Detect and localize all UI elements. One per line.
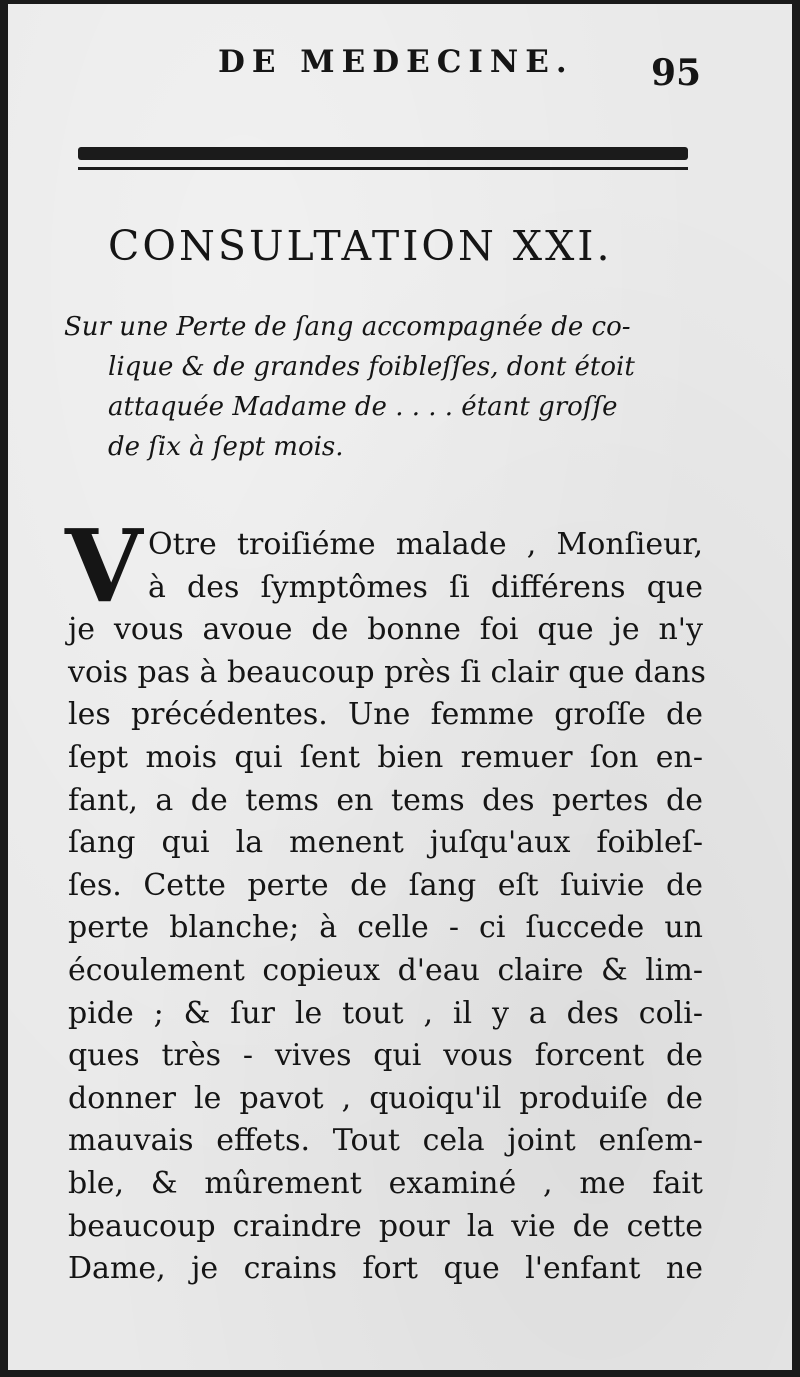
body-text [65, 507, 706, 1291]
body-line: écoulement copieux d'eau claire & lim- [68, 952, 703, 988]
body-line: à des ſymptômes ſi différens que [148, 569, 703, 605]
rule-thin-line [78, 167, 688, 170]
body-line: je vous avoue de bonne foi que je n'y [68, 612, 703, 648]
body-line: donner le pavot , quoiqu'il produiſe de [68, 1080, 703, 1116]
body-line: les précédentes. Une femme groſſe de [68, 697, 703, 733]
book-page [8, 4, 792, 1370]
subtitle-line: lique & de grandes foibleſſes, dont étoit [108, 352, 635, 382]
ornamental-double-rule [78, 147, 688, 175]
body-line: ſept mois qui ſent bien remuer ſon en- [68, 739, 703, 775]
subtitle-line: attaquée Madame de . . . . étant groſſe [108, 392, 618, 422]
body-line: beaucoup craindre pour la vie de cette [68, 1208, 703, 1244]
page-number: 95 [651, 52, 702, 94]
body-line: ſes. Cette perte de ſang eſt ſuivie de [68, 867, 703, 903]
body-line: fant, a de tems en tems des pertes de [68, 782, 703, 818]
subtitle-line: de ſix à ſept mois. [108, 432, 344, 462]
body-line: ble, & mûrement examiné , me fait [68, 1165, 703, 1201]
body-line: perte blanche; à celle - ci ſuccede un [68, 910, 703, 946]
chapter-subtitle [64, 307, 704, 467]
body-line: Dame, je crains fort que l'enfant ne [68, 1251, 703, 1287]
chapter-title: CONSULTATION XXI. [108, 222, 613, 270]
body-line: ſang qui la menent juſqu'aux foibleſ- [68, 825, 703, 861]
body-line: ques très - vives qui vous forcent de [68, 1038, 703, 1074]
running-head: DE MEDECINE. [218, 44, 574, 80]
rule-thick-line [78, 147, 688, 160]
drop-cap: V [65, 507, 143, 625]
body-line: pide ; & ſur le tout , il y a des coli- [68, 995, 703, 1031]
subtitle-line: Sur une Perte de ſang accompagnée de co- [64, 312, 631, 342]
body-line: mauvais effets. Tout cela joint enſem- [68, 1123, 703, 1159]
body-line: vois pas à beaucoup près ſi clair que dans [68, 654, 706, 690]
body-line: Otre troiſiéme malade , Monſieur, [148, 527, 703, 562]
